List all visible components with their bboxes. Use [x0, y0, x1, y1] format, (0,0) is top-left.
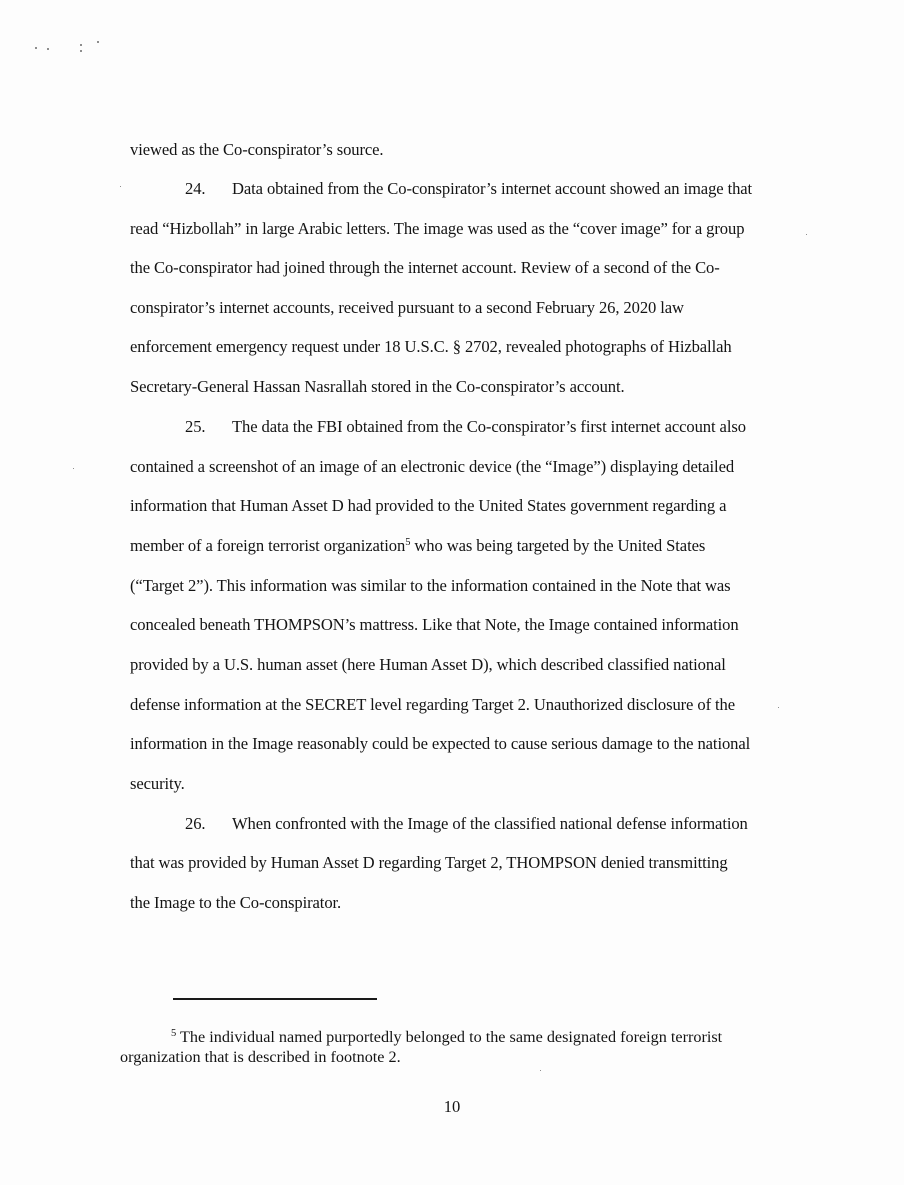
text-line: read “Hizbollah” in large Arabic letters. The image was used as the “cover image” for a group — [130, 219, 745, 238]
text-segment: who was being targeted by the United States — [414, 536, 706, 555]
text-line: When confronted with the Image of the classified national defense information — [232, 814, 748, 833]
text-line: concealed beneath THOMPSON’s mattress. Like that Note, the Image contained information — [130, 615, 739, 634]
text-line: defense information at the SECRET level regarding Target 2. Unauthorized disclosure of the — [130, 695, 736, 714]
scan-speck — [806, 234, 807, 235]
scan-speck — [80, 44, 82, 46]
scan-speck — [35, 47, 37, 49]
footnote-marker: 5 — [171, 1028, 177, 1039]
text-line: the Co-conspirator had joined through the internet account. Review of a second of the Co- — [130, 258, 720, 277]
text-line: Secretary-General Hassan Nasrallah stored in the Co-conspirator’s account. — [130, 377, 625, 396]
scan-speck — [47, 48, 49, 50]
text-line: (“Target 2”). This information was similar to the information contained in the Note that was — [130, 576, 731, 595]
text-line-with-footnote-ref — [130, 536, 705, 556]
paragraph-number: 26. — [185, 814, 206, 833]
footnote-line: organization that is described in footnote 2. — [120, 1048, 401, 1066]
text-line: the Image to the Co-conspirator. — [130, 893, 342, 912]
text-line: provided by a U.S. human asset (here Human Asset D), which described classified national — [130, 655, 726, 674]
paragraph-25-first-line — [185, 417, 746, 437]
scan-speck — [540, 1070, 541, 1071]
scan-speck — [73, 468, 74, 469]
text-segment: member of a foreign terrorist organization — [130, 536, 406, 555]
paragraph-26-first-line — [185, 814, 748, 834]
scan-speck — [97, 41, 99, 43]
text-line: information that Human Asset D had provided to the United States government regarding a — [130, 496, 727, 515]
text-line: The data the FBI obtained from the Co-conspirator’s first internet account also — [232, 417, 746, 436]
scan-speck — [778, 707, 779, 708]
text-line: security. — [130, 774, 185, 793]
scan-speck — [80, 50, 82, 52]
text-line: Data obtained from the Co-conspirator’s internet account showed an image that — [232, 179, 753, 198]
text-line: contained a screenshot of an image of an electronic device (the “Image”) displaying detailed — [130, 457, 735, 476]
text-line: viewed as the Co-conspirator’s source. — [130, 140, 384, 159]
text-line: conspirator’s internet accounts, received pursuant to a second February 26, 2020 law — [130, 298, 684, 317]
text-line: information in the Image reasonably could be expected to cause serious damage to the national — [130, 734, 751, 753]
footnote-reference: 5 — [405, 537, 411, 548]
text-line: enforcement emergency request under 18 U.S.C. § 2702, revealed photographs of Hizballah — [130, 337, 732, 356]
scan-speck — [120, 186, 121, 187]
footnote-separator — [173, 998, 377, 1000]
paragraph-number: 25. — [185, 417, 206, 436]
footnote-text: The individual named purportedly belonged to the same designated foreign terrorist — [180, 1028, 723, 1046]
text-line: that was provided by Human Asset D regarding Target 2, THOMPSON denied transmitting — [130, 853, 728, 872]
footnote-line — [171, 1028, 722, 1047]
page-number: 10 — [443, 1097, 461, 1116]
paragraph-number: 24. — [185, 179, 206, 198]
paragraph-24-first-line — [185, 179, 752, 199]
